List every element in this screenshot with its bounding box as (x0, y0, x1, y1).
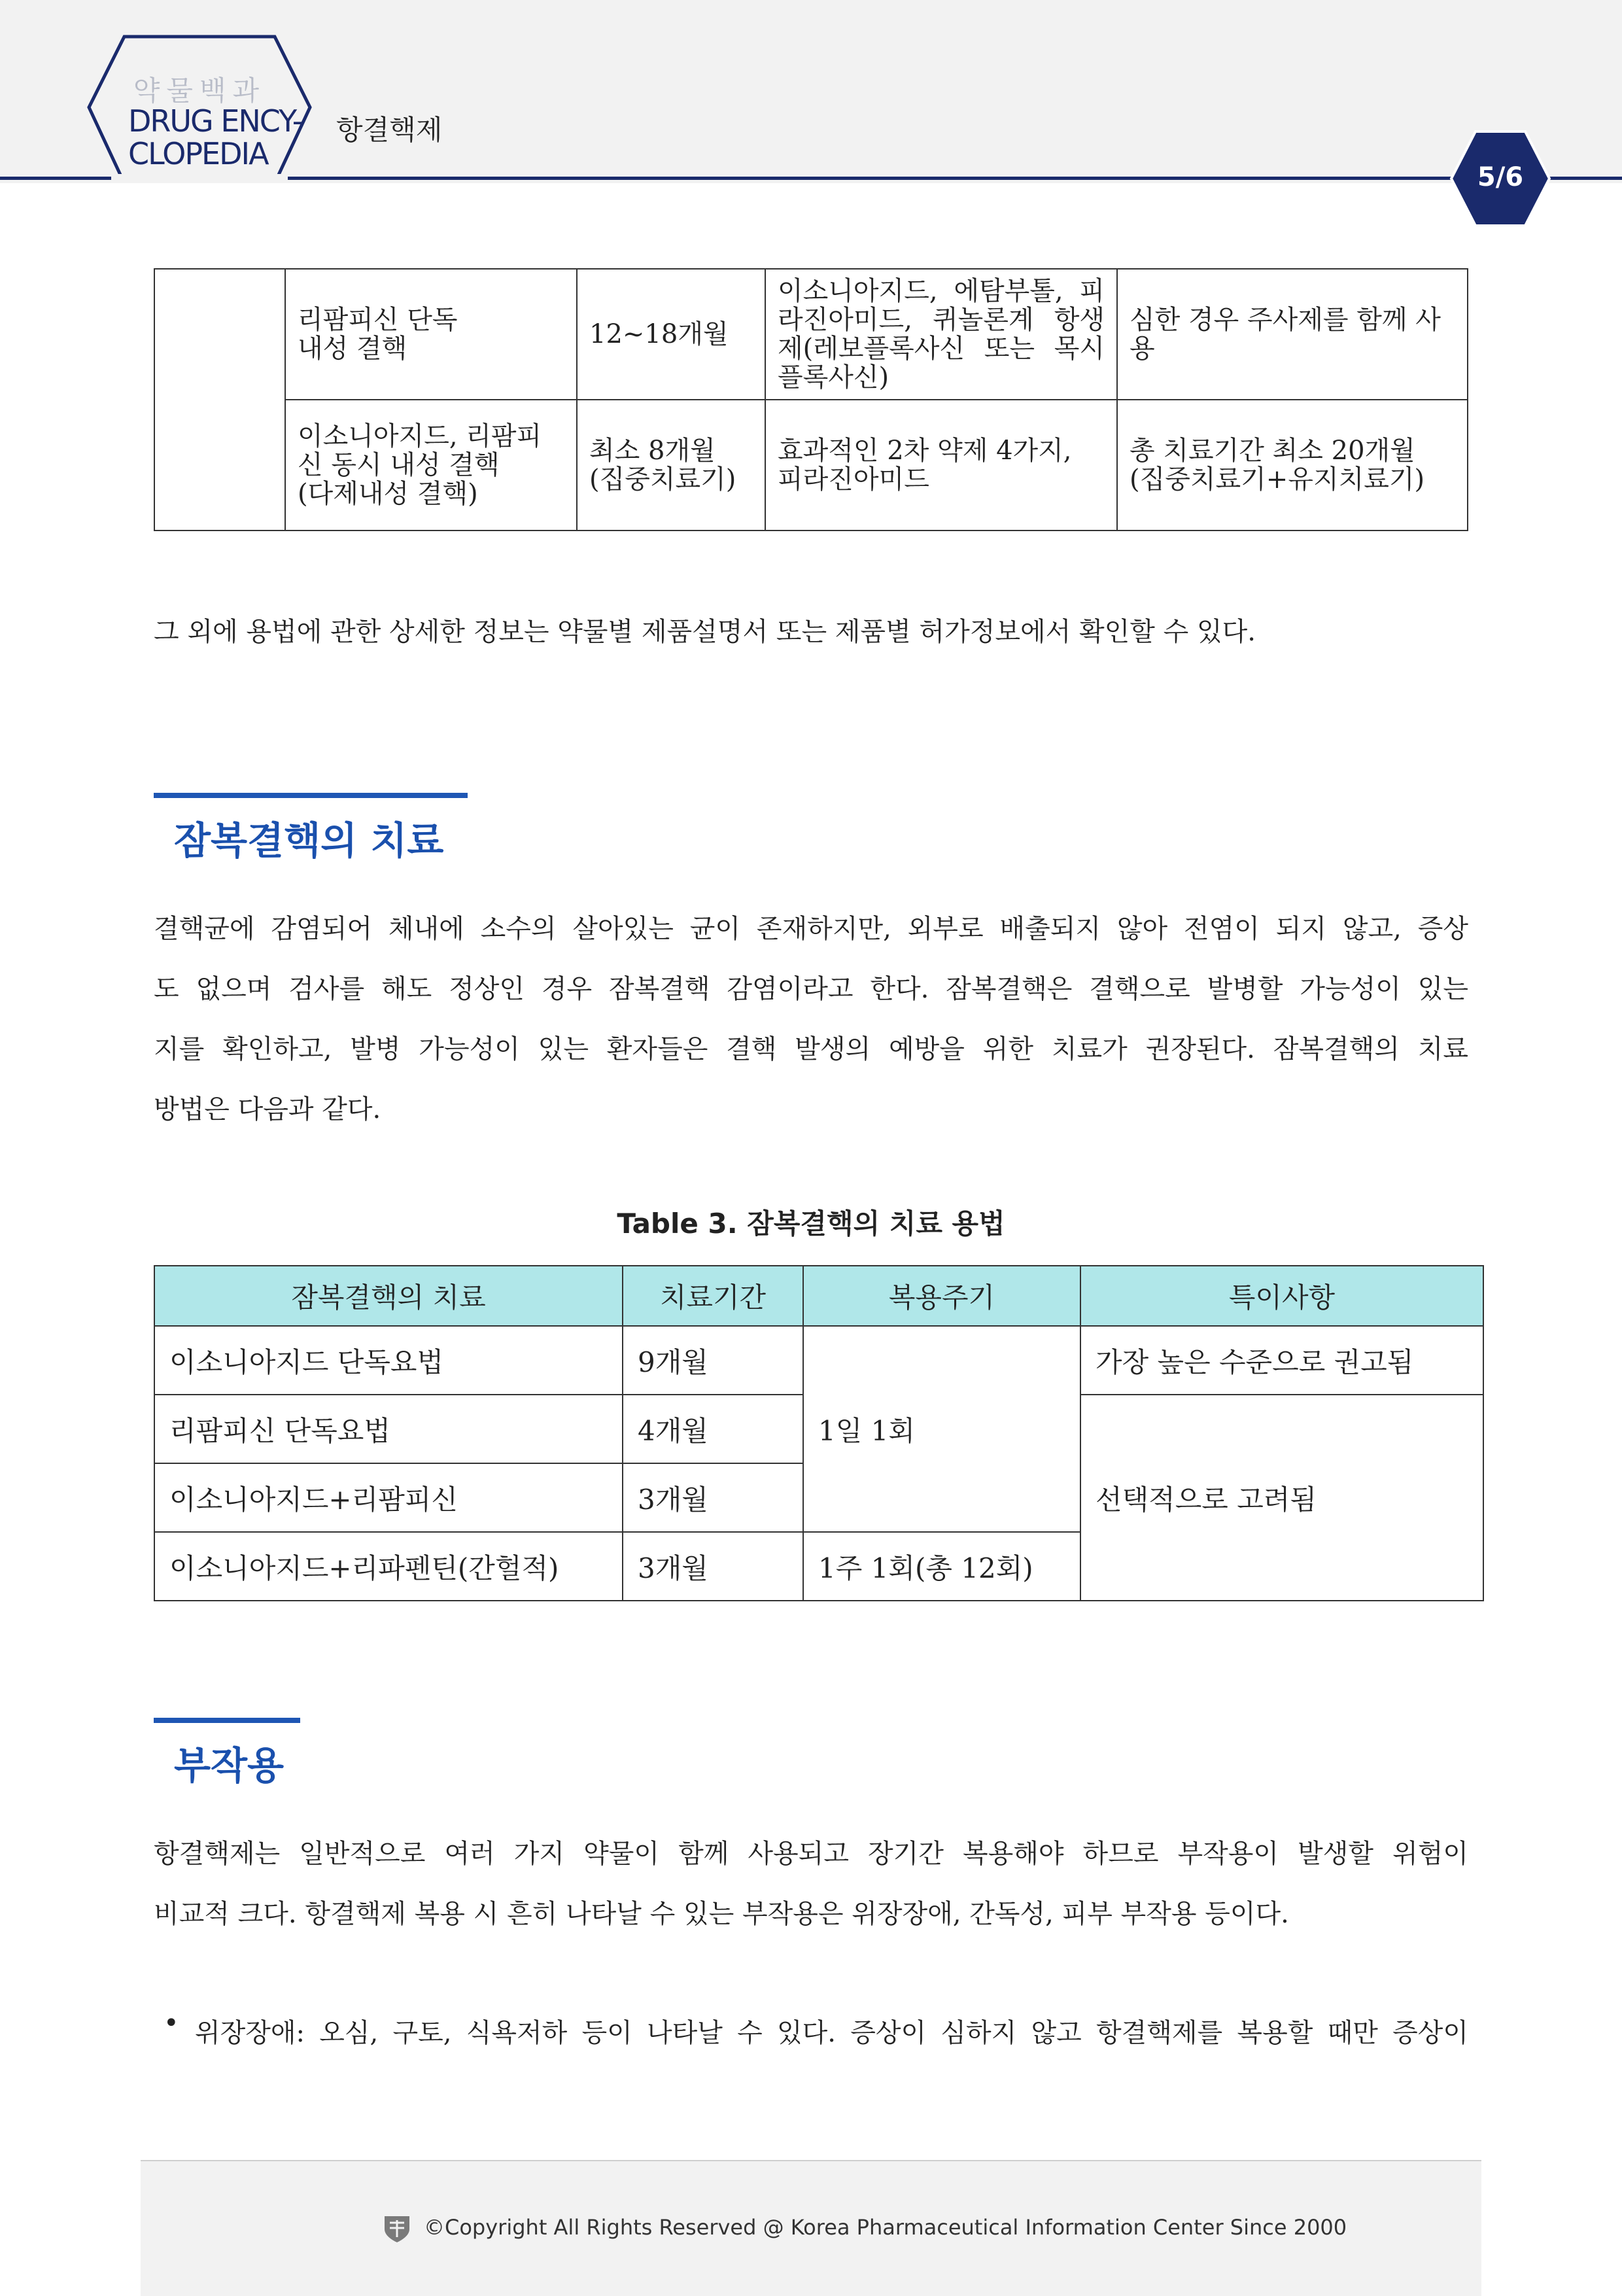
table-row (154, 269, 1468, 400)
paragraph-line: 결핵균에 감염되어 체내에 소수의 살아있는 균이 존재하지만, 외부로 배출되지 않아 전염이 되지 않고, 증상 (154, 914, 1468, 944)
logo-text-line1: DRUG ENCY- (128, 103, 302, 139)
paragraph-line: 비교적 크다. 항결핵제 복용 시 흔히 나타날 수 있는 부작용은 위장장애, 간독성, 피부 부작용 등이다. (154, 1899, 1289, 1929)
header-title: 항결핵제 (336, 114, 443, 146)
shield-emblem-icon (382, 2214, 412, 2244)
paragraph-line: 도 없으며 검사를 해도 정상인 경우 잠복결핵 감염이라고 한다. 잠복결핵은 결핵으로 발병할 가능성이 있는 (154, 974, 1468, 1004)
paragraph-usage-info: 그 외에 용법에 관한 상세한 정보는 약물별 제품설명서 또는 제품별 허가정보에서 확인할 수 있다. (154, 617, 1256, 647)
paragraph-line: 지를 확인하고, 발병 가능성이 있는 환자들은 결핵 발생의 예방을 위한 치료가 권장된다. 잠복결핵의 치료 (154, 1034, 1468, 1064)
table-cell-duration: 최소 8개월 (집중치료기) (577, 400, 765, 531)
footer-copyright: ©Copyright All Rights Reserved @ Korea Pharmaceutical Information Center Since 2000 (424, 2215, 1347, 2240)
bullet-item-gi-disorder: 위장장애: 오심, 구토, 식욕저하 등이 나타날 수 있다. 증상이 심하지 않고 항결핵제를 복용할 때만 증상이 (195, 2018, 1468, 2048)
section-bar (154, 793, 468, 798)
table-cell-treatment: 이소니아지드 단독요법 (154, 1326, 623, 1395)
section-bar (154, 1718, 300, 1723)
table-cell-drugs: 이소니아지드, 에탐부톨, 피라진아미드, 퀴놀론계 항생제(레보플록사신 또는 목시플록사신) (765, 269, 1117, 400)
table-row (154, 400, 1468, 531)
table-header-cell: 특이사항 (1080, 1266, 1483, 1326)
table-cell-note: 총 치료기간 최소 20개월 (집중치료기+유지치료기) (1117, 400, 1468, 531)
table-header-row (154, 1266, 1483, 1326)
table-cell-note: 선택적으로 고려됨 (1080, 1395, 1483, 1601)
treatment-table-continued (154, 268, 1468, 531)
table-header-cell: 치료기간 (623, 1266, 803, 1326)
table-cell-note: 심한 경우 주사제를 함께 사용 (1117, 269, 1468, 400)
table-cell-treatment: 이소니아지드+리파펜틴(간헐적) (154, 1532, 623, 1601)
bullet-dot-icon: • (164, 2008, 179, 2038)
logo-text-line2: CLOPEDIA (128, 136, 268, 171)
table-cell-type: 이소니아지드, 리팜피신 동시 내성 결핵 (다제내성 결핵) (285, 400, 577, 531)
table-header-cell: 잠복결핵의 치료 (154, 1266, 623, 1326)
table-cell-treatment: 리팜피신 단독요법 (154, 1395, 623, 1463)
section-title-latent-tb: 잠복결핵의 치료 (174, 818, 444, 863)
table-cell-duration: 12~18개월 (577, 269, 765, 400)
table-cell-treatment: 이소니아지드+리팜피신 (154, 1463, 623, 1532)
table-cell-cycle: 1주 1회(총 12회) (803, 1532, 1080, 1601)
table-cell-duration: 3개월 (623, 1463, 803, 1532)
table-cell-type: 리팜피신 단독 내성 결핵 (285, 269, 577, 400)
table-header-cell: 복용주기 (803, 1266, 1080, 1326)
paragraph-line: 항결핵제는 일반적으로 여러 가지 약물이 함께 사용되고 장기간 복용해야 하므로 부작용이 발생할 위험이 (154, 1839, 1468, 1869)
table-cell-cycle: 1일 1회 (803, 1326, 1080, 1532)
table-cell-duration: 3개월 (623, 1532, 803, 1601)
paragraph-line: 방법은 다음과 같다. (154, 1094, 381, 1124)
page-number: 5/6 (1477, 162, 1524, 192)
latent-tb-regimen-table (154, 1265, 1484, 1601)
table-row (154, 1326, 1483, 1395)
table-cell-empty (154, 269, 285, 531)
table-cell-duration: 9개월 (623, 1326, 803, 1395)
logo-korean-text: 약물백과 (133, 75, 266, 107)
section-title-side-effects: 부작용 (174, 1743, 285, 1788)
table-cell-drugs: 효과적인 2차 약제 4가지, 피라진아미드 (765, 400, 1117, 531)
table-caption: Table 3. 잠복결핵의 치료 용법 (617, 1208, 1005, 1240)
table-cell-duration: 4개월 (623, 1395, 803, 1463)
table-cell-note: 가장 높은 수준으로 권고됨 (1080, 1326, 1483, 1395)
